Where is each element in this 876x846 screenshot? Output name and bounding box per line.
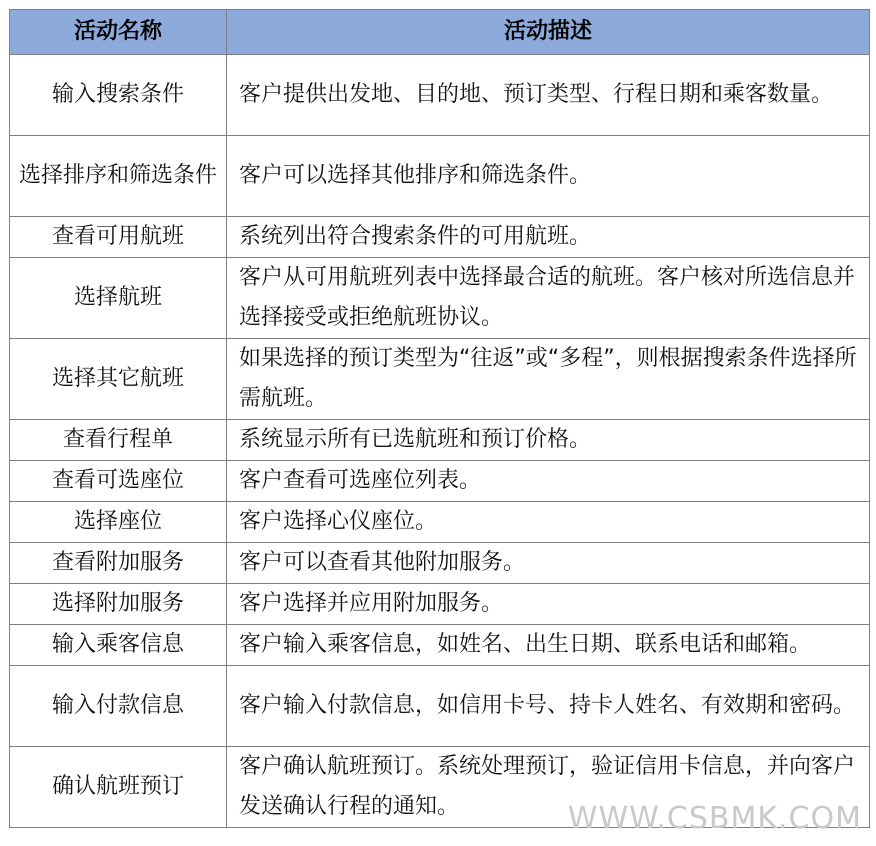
activity-name-cell: 选择航班	[10, 258, 227, 339]
activity-table	[9, 9, 870, 828]
activity-desc-cell: 客户可以查看其他附加服务。	[227, 543, 870, 584]
table-row	[10, 543, 870, 584]
activity-desc-cell: 系统显示所有已选航班和预订价格。	[227, 420, 870, 461]
activity-name-cell: 选择其它航班	[10, 339, 227, 420]
table-row	[10, 339, 870, 420]
activity-name-cell: 查看可用航班	[10, 217, 227, 258]
activity-name-cell: 查看附加服务	[10, 543, 227, 584]
activity-name-cell: 选择座位	[10, 502, 227, 543]
table-header-row	[10, 10, 870, 55]
activity-name-cell: 输入乘客信息	[10, 625, 227, 666]
table-row	[10, 461, 870, 502]
table-row	[10, 136, 870, 217]
activity-name-cell: 输入付款信息	[10, 666, 227, 747]
header-activity-description: 活动描述	[227, 10, 870, 55]
activity-desc-cell: 系统列出符合搜索条件的可用航班。	[227, 217, 870, 258]
table-row	[10, 666, 870, 747]
activity-desc-cell: 客户选择心仪座位。	[227, 502, 870, 543]
activity-name-cell: 确认航班预订	[10, 747, 227, 828]
activity-name-cell: 查看行程单	[10, 420, 227, 461]
activity-desc-cell: 客户可以选择其他排序和筛选条件。	[227, 136, 870, 217]
activity-name-cell: 查看可选座位	[10, 461, 227, 502]
activity-desc-cell: 客户从可用航班列表中选择最合适的航班。客户核对所选信息并选择接受或拒绝航班协议。	[227, 258, 870, 339]
activity-name-cell: 选择排序和筛选条件	[10, 136, 227, 217]
activity-desc-cell: 如果选择的预订类型为“往返”或“多程”，则根据搜索条件选择所需航班。	[227, 339, 870, 420]
activity-name-cell: 输入搜索条件	[10, 55, 227, 136]
table-row	[10, 502, 870, 543]
table-row	[10, 420, 870, 461]
activity-desc-cell: 客户查看可选座位列表。	[227, 461, 870, 502]
header-activity-name: 活动名称	[10, 10, 227, 55]
activity-name-cell: 选择附加服务	[10, 584, 227, 625]
table-row	[10, 584, 870, 625]
activity-desc-cell: 客户确认航班预订。系统处理预订，验证信用卡信息，并向客户发送确认行程的通知。	[227, 747, 870, 828]
watermark-text: WWW.CSBMK.COM	[567, 801, 862, 836]
table-row	[10, 258, 870, 339]
table-row	[10, 55, 870, 136]
activity-desc-cell: 客户输入付款信息，如信用卡号、持卡人姓名、有效期和密码。	[227, 666, 870, 747]
activity-desc-cell: 客户选择并应用附加服务。	[227, 584, 870, 625]
table-row	[10, 625, 870, 666]
table-row	[10, 217, 870, 258]
activity-desc-cell: 客户提供出发地、目的地、预订类型、行程日期和乘客数量。	[227, 55, 870, 136]
activity-table-container	[9, 9, 869, 828]
activity-desc-cell: 客户输入乘客信息，如姓名、出生日期、联系电话和邮箱。	[227, 625, 870, 666]
